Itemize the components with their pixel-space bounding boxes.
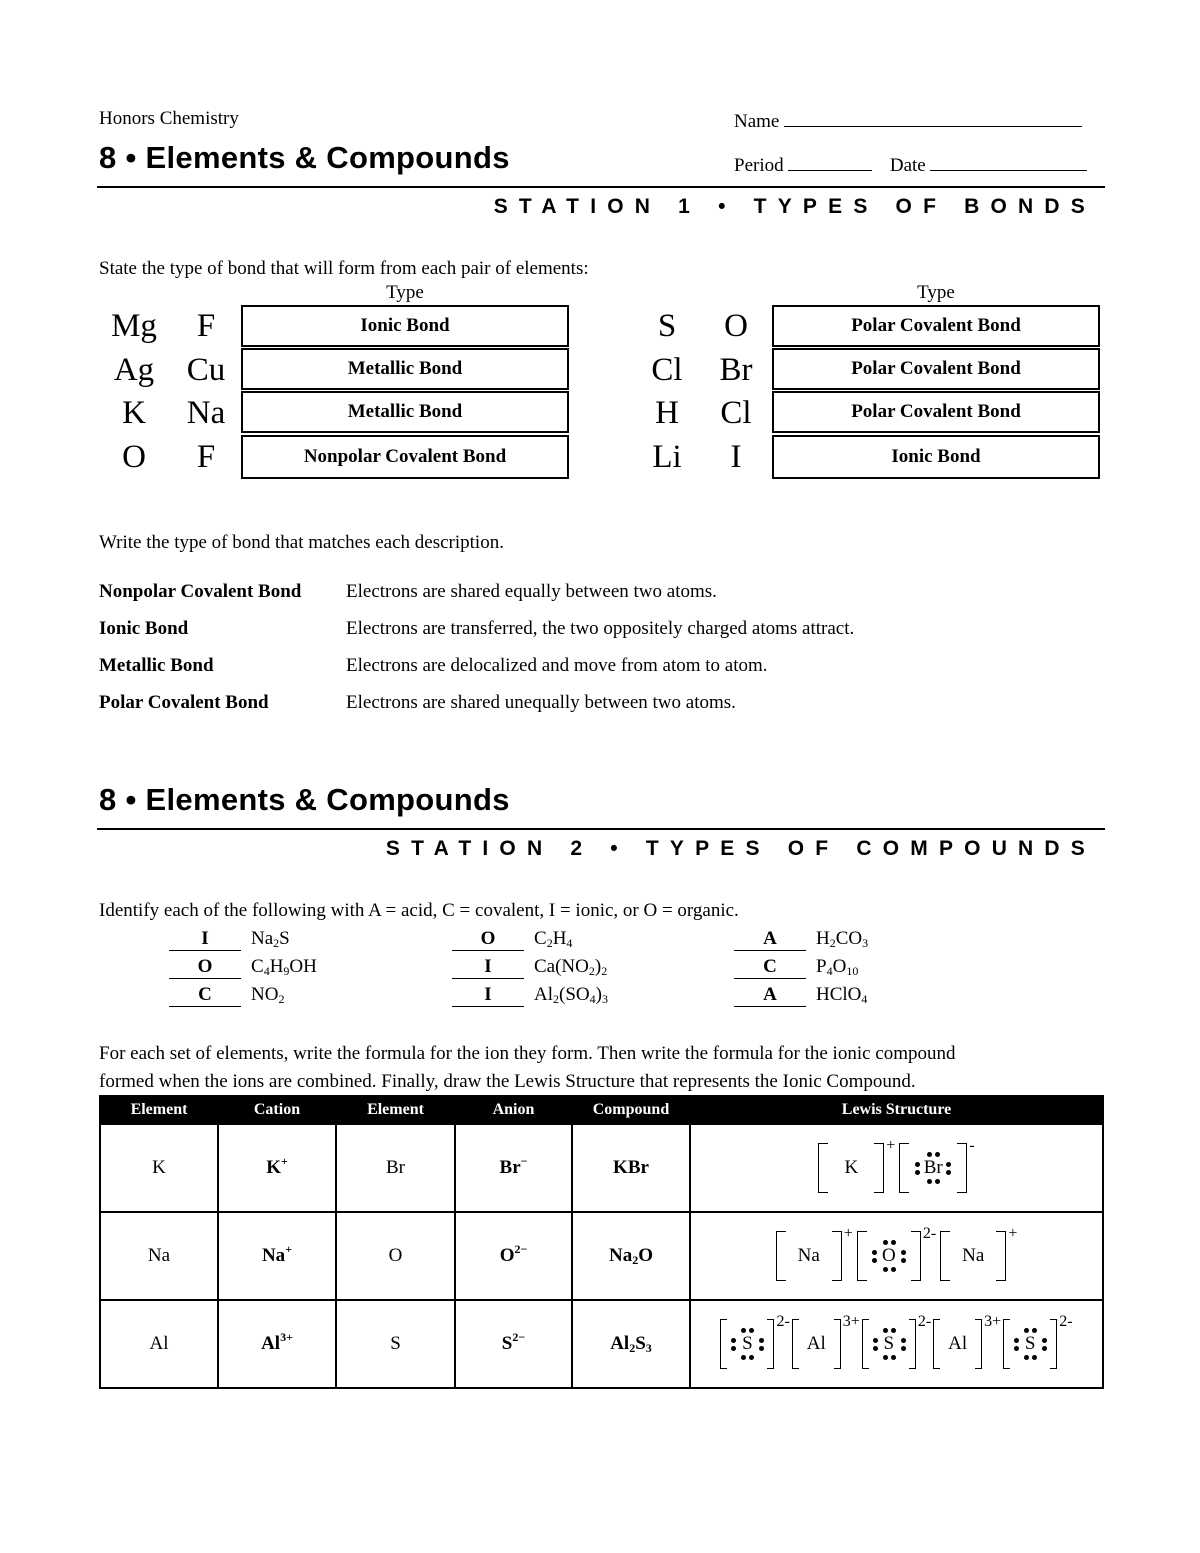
element-symbol: Cl	[651, 352, 683, 388]
description-term[interactable]: Ionic Bond	[99, 618, 189, 639]
lewis-anion: S 2-	[720, 1319, 789, 1369]
description-term[interactable]: Nonpolar Covalent Bond	[99, 581, 302, 602]
lewis-structure-cell[interactable]	[690, 1124, 1103, 1212]
bond-type-answer[interactable]: Metallic Bond	[241, 391, 569, 433]
compound-formula: $H_2CO_3$	[816, 928, 869, 950]
type-column-label-right: Type	[917, 282, 955, 303]
element-symbol: F	[196, 439, 216, 475]
compound-type-answer[interactable]: A	[734, 984, 806, 1007]
compound-cell[interactable]: KBr	[572, 1124, 690, 1212]
description-term[interactable]: Polar Covalent Bond	[99, 692, 269, 713]
lewis-cation: Na +	[776, 1231, 853, 1281]
cation-cell[interactable]: Na+	[218, 1212, 336, 1300]
bond-type-answer[interactable]: Polar Covalent Bond	[772, 305, 1100, 347]
table-header-row	[100, 1096, 1103, 1124]
element-symbol: I	[730, 439, 742, 475]
description-text: Electrons are delocalized and move from atom to atom.	[346, 655, 768, 676]
station2-heading: STATION 2 • TYPES OF COMPOUNDS	[385, 837, 1096, 860]
bond-type-answer[interactable]: Polar Covalent Bond	[772, 348, 1100, 390]
element-symbol: Cu	[186, 352, 226, 388]
description-text: Electrons are shared unequally between two atoms.	[346, 692, 736, 713]
ion-prompt-line2: formed when the ions are combined. Finally, draw the Lewis Structure that represents the Ionic Compound.	[99, 1071, 916, 1092]
description-text: Electrons are shared equally between two atoms.	[346, 581, 717, 602]
section2-rule	[97, 828, 1105, 830]
bond-type-answer[interactable]: Ionic Bond	[241, 305, 569, 347]
element-symbol: Cl	[720, 395, 752, 431]
name-label: Name	[734, 111, 780, 132]
compound-formula: $P_4O_{10}$	[816, 956, 859, 978]
element-cell: Na	[100, 1212, 218, 1300]
element-symbol: S	[657, 308, 677, 344]
compound-formula: $Na_2S$	[251, 928, 290, 950]
lewis-cation: K +	[818, 1143, 895, 1193]
type-column-label-left: Type	[386, 282, 424, 303]
compound-cell[interactable]: $Al_2S_3$	[572, 1300, 690, 1388]
station1-heading: STATION 1 • TYPES OF BONDS	[493, 195, 1096, 218]
anion-cell[interactable]: Br−	[455, 1124, 572, 1212]
element-cell: S	[336, 1300, 455, 1388]
section1-title: 8 • Elements & Compounds	[99, 140, 510, 175]
element-symbol: H	[655, 395, 679, 431]
table-row	[100, 1124, 1103, 1212]
period-blank[interactable]	[788, 150, 872, 171]
lewis-structure-cell[interactable]	[690, 1212, 1103, 1300]
lewis-structure-cell[interactable]	[690, 1300, 1103, 1388]
course-name: Honors Chemistry	[99, 108, 239, 129]
anion-cell[interactable]: $O^{2-}$	[455, 1212, 572, 1300]
compound-type-answer[interactable]: A	[734, 928, 806, 951]
element-cell: O	[336, 1212, 455, 1300]
element-cell: Br	[336, 1124, 455, 1212]
name-field[interactable]	[734, 106, 1082, 133]
description-term[interactable]: Metallic Bond	[99, 655, 214, 676]
compound-type-answer[interactable]: I	[452, 984, 524, 1007]
element-symbol: Na	[186, 395, 226, 431]
element-symbol: Br	[719, 352, 753, 388]
bond-type-answer[interactable]: Metallic Bond	[241, 348, 569, 390]
compound-formula: HClO$_4$	[816, 984, 868, 1006]
compound-type-answer[interactable]: C	[734, 956, 806, 979]
name-blank[interactable]	[784, 106, 1082, 127]
cation-cell[interactable]: $Al^{3+}$	[218, 1300, 336, 1388]
period-date-fields	[734, 150, 1087, 177]
table-row	[100, 1300, 1103, 1388]
lewis-anion: S 2-	[1003, 1319, 1072, 1369]
compound-formula: $C_2H_4$	[534, 928, 573, 950]
date-label: Date	[889, 155, 926, 176]
lewis-anion: S 2-	[862, 1319, 931, 1369]
element-symbol: O	[724, 308, 748, 344]
lewis-cation: Al 3+	[933, 1319, 1001, 1369]
compound-type-answer[interactable]: O	[452, 928, 524, 951]
section2-title: 8 • Elements & Compounds	[99, 782, 510, 817]
bond-pair-prompt: State the type of bond that will form from each pair of elements:	[99, 258, 589, 279]
header-lewis-structure: Lewis Structure	[690, 1096, 1103, 1124]
table-row	[100, 1212, 1103, 1300]
bond-type-answer[interactable]: Ionic Bond	[772, 435, 1100, 479]
header-element: Element	[336, 1096, 455, 1124]
date-blank[interactable]	[930, 150, 1087, 171]
section1-rule	[97, 186, 1105, 188]
lewis-anion: Br -	[899, 1143, 974, 1193]
element-symbol: O	[122, 439, 146, 475]
compound-formula: $NO_2$	[251, 984, 285, 1006]
lewis-cation: Na +	[940, 1231, 1017, 1281]
header-compound: Compound	[572, 1096, 690, 1124]
element-symbol: Ag	[113, 352, 155, 388]
compound-type-answer[interactable]: O	[169, 956, 241, 979]
element-cell: Al	[100, 1300, 218, 1388]
ion-prompt-line1: For each set of elements, write the formula for the ion they form. Then write the formula for the ionic compound	[99, 1043, 956, 1064]
description-prompt: Write the type of bond that matches each description.	[99, 532, 504, 553]
header-element: Element	[100, 1096, 218, 1124]
lewis-cation: Al 3+	[792, 1319, 860, 1369]
compound-formula: $Al_2(SO_4)_3$	[534, 984, 608, 1006]
header-cation: Cation	[218, 1096, 336, 1124]
compound-type-answer[interactable]: C	[169, 984, 241, 1007]
compound-formula: $Ca(NO_2)_2$	[534, 956, 608, 978]
element-cell: K	[100, 1124, 218, 1212]
element-symbol: Mg	[111, 308, 157, 344]
element-symbol: Li	[652, 439, 682, 475]
anion-cell[interactable]: $S^{2-}$	[455, 1300, 572, 1388]
bond-type-answer[interactable]: Nonpolar Covalent Bond	[241, 435, 569, 479]
element-symbol: F	[196, 308, 216, 344]
compound-formula: $C_4H_9OH$	[251, 956, 317, 978]
cation-cell[interactable]: K+	[218, 1124, 336, 1212]
compound-type-prompt: Identify each of the following with A = acid, C = covalent, I = ionic, or O = organic.	[99, 900, 739, 921]
lewis-anion: O 2-	[857, 1231, 936, 1281]
period-label: Period	[734, 155, 784, 176]
header-anion: Anion	[455, 1096, 572, 1124]
compound-cell[interactable]: $Na_2O$	[572, 1212, 690, 1300]
description-text: Electrons are transferred, the two oppositely charged atoms attract.	[346, 618, 855, 639]
compound-type-answer[interactable]: I	[452, 956, 524, 979]
element-symbol: K	[122, 395, 146, 431]
bond-type-answer[interactable]: Polar Covalent Bond	[772, 391, 1100, 433]
compound-type-answer[interactable]: I	[169, 928, 241, 951]
ion-table	[99, 1095, 1104, 1389]
